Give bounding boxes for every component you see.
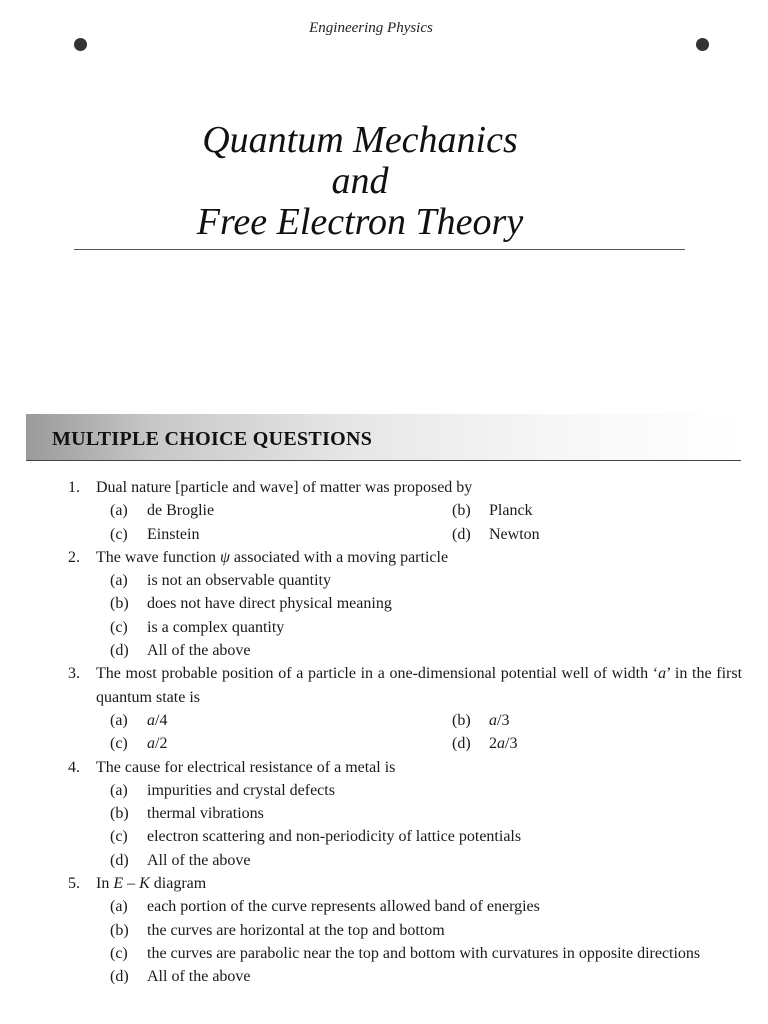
option-a [110, 499, 452, 522]
chapter-title [130, 120, 590, 243]
question-text-part: – [123, 875, 140, 893]
question-text [96, 875, 206, 892]
option-label: (a) [110, 572, 128, 590]
question-text: The cause for electrical resistance of a metal is [96, 758, 396, 776]
option-text: Einstein [147, 525, 200, 543]
option-label: (c) [110, 735, 128, 753]
variable-k: K [139, 875, 150, 893]
question-number: 2. [68, 548, 80, 566]
option-d [110, 639, 742, 662]
option-label: (b) [110, 921, 129, 939]
option-text-part: 2 [489, 735, 497, 753]
option-c [110, 942, 742, 965]
option-label: (a) [110, 781, 128, 799]
option-text: is not an observable quantity [147, 572, 331, 590]
option-b [452, 709, 752, 732]
option-c [110, 732, 452, 755]
option-b [110, 592, 742, 615]
question-text [96, 549, 448, 566]
question-text: Dual nature [particle and wave] of matter was proposed by [96, 479, 473, 496]
question-5 [0, 872, 768, 988]
option-text-part: opposite directions [578, 944, 701, 962]
option-a [110, 569, 742, 592]
option-text-part: /3 [497, 711, 510, 729]
option-text: All of the above [147, 642, 251, 660]
question-text-part: associated with a moving particle [229, 548, 449, 566]
bullet-dot-left [74, 38, 87, 51]
variable-e: E [113, 875, 124, 893]
option-d [452, 732, 752, 755]
question-text-part: The most probable position of a particle in a one-dimensional potential well of [96, 665, 607, 683]
option-a [110, 709, 452, 732]
option-text-part: /4 [155, 711, 168, 729]
question-text-part: In [96, 875, 114, 893]
option-text [489, 732, 752, 755]
option-text-part: /3 [505, 735, 518, 753]
question-number: 3. [68, 665, 80, 683]
section-heading: MULTIPLE CHOICE QUESTIONS [52, 428, 373, 450]
option-a [110, 779, 742, 802]
option-text: each portion of the curve represents allowed band of energies [147, 898, 540, 916]
question-2 [0, 546, 768, 662]
option-b [452, 499, 752, 522]
question-text [96, 662, 742, 709]
option-d [452, 523, 752, 546]
option-label: (d) [110, 642, 129, 660]
option-text: the curves are horizontal at the top and bottom [147, 921, 445, 939]
question-number: 5. [68, 875, 80, 893]
option-label: (c) [110, 618, 128, 636]
option-d [110, 849, 742, 872]
option-text: de Broglie [147, 502, 215, 520]
question-1 [0, 476, 768, 546]
option-b [110, 919, 742, 942]
option-label: (c) [110, 944, 128, 962]
question-text-part: width ‘ [611, 665, 659, 683]
option-text: does not have direct physical meaning [147, 595, 392, 613]
running-head: Engineering Physics [309, 20, 433, 36]
variable-a: a [147, 735, 155, 753]
option-text: All of the above [147, 851, 251, 869]
chapter-title-line-3: Free Electron Theory [196, 201, 524, 243]
option-label: (d) [452, 735, 471, 753]
option-c [110, 825, 742, 848]
option-text: electron scattering and non-periodicity of lattice potentials [147, 828, 522, 846]
option-label: (d) [110, 851, 129, 869]
option-label: (c) [110, 525, 128, 543]
option-label: (c) [110, 828, 128, 846]
question-text-part: ’ in the first quantum state is [96, 665, 743, 706]
option-text [147, 942, 742, 965]
option-text: Newton [489, 525, 540, 543]
variable-a: a [147, 711, 155, 729]
option-text: is a complex quantity [147, 618, 285, 636]
variable-a: a [489, 711, 497, 729]
option-text: thermal vibrations [147, 805, 264, 823]
question-number: 1. [68, 479, 80, 496]
option-label: (b) [452, 502, 471, 520]
chapter-title-line-2: and [331, 160, 389, 202]
option-text [147, 709, 452, 732]
option-text [147, 732, 452, 755]
option-label: (d) [452, 525, 471, 543]
option-label: (d) [110, 968, 129, 986]
psi-symbol: ψ [219, 548, 230, 566]
option-label: (a) [110, 711, 128, 729]
variable-a: a [497, 735, 505, 753]
question-3 [0, 662, 768, 755]
option-b [110, 802, 742, 825]
option-label: (a) [110, 502, 128, 520]
option-text-part: the curves are parabolic near the top and bottom with curvatures in [147, 944, 575, 962]
option-a [110, 895, 742, 918]
option-c [110, 616, 742, 639]
section-divider [26, 460, 741, 461]
option-text: Planck [489, 502, 533, 520]
option-text: impurities and crystal defects [147, 781, 335, 799]
variable-a: a [658, 665, 667, 683]
bullet-dot-right [696, 38, 709, 51]
option-text: All of the above [147, 968, 251, 986]
option-text-part: /2 [155, 735, 168, 753]
title-divider [74, 249, 685, 250]
question-text-part: diagram [149, 875, 207, 893]
option-text [489, 709, 752, 732]
option-label: (a) [110, 898, 128, 916]
question-number: 4. [68, 758, 80, 776]
option-label: (b) [110, 595, 129, 613]
option-label: (b) [110, 805, 129, 823]
question-4 [0, 756, 768, 872]
option-c [110, 523, 452, 546]
question-list [0, 476, 768, 989]
chapter-title-line-1: Quantum Mechanics [202, 119, 518, 161]
option-label: (b) [452, 711, 471, 729]
option-d [110, 965, 742, 988]
question-text-part: The wave function [96, 548, 220, 566]
